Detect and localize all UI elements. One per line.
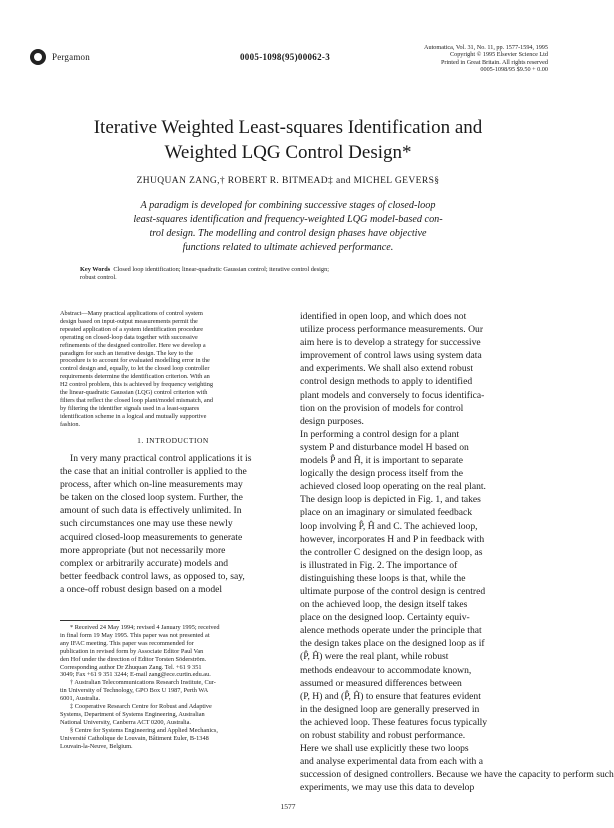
body-line: the design takes place on the designed loop as if bbox=[300, 638, 485, 650]
footnote-line: publication in revised form by Associate Editor Paul Van bbox=[60, 647, 204, 655]
footnote-line: § Centre for Systems Engineering and Applied Mechanics, bbox=[70, 726, 218, 734]
body-line: the achieved loop. These features focus typically bbox=[300, 716, 488, 728]
title-line: Weighted LQG Control Design* bbox=[164, 142, 412, 163]
introduction-heading: 1. INTRODUCTION bbox=[137, 436, 209, 445]
body-line: on the achieved loop, the design itself takes bbox=[300, 599, 468, 611]
body-line: on robust stability and robust performance. bbox=[300, 730, 466, 741]
summary-line: requirements determine the identification criterion. With an bbox=[60, 373, 210, 381]
body-line: methods endeavour to accommodate known, bbox=[300, 664, 472, 676]
body-line: loop involving P̂, Ĥ and C. The achieved loop, bbox=[300, 520, 478, 532]
summary-line: filters that reflect the closed loop plant/model mismatch, and bbox=[60, 396, 214, 404]
summary-line: paradigm for such an iterative design. The key to the bbox=[60, 349, 193, 357]
body-line: process, after which on-line measurements may bbox=[60, 479, 243, 491]
footnote-line: tin University of Technology, GPO Box U 1987, Perth WA bbox=[60, 687, 209, 695]
body-line: in the designed loop are generally preserved in bbox=[300, 703, 480, 715]
body-line: design purposes. bbox=[300, 415, 364, 427]
author-list: ZHUQUAN ZANG,† ROBERT R. BITMEAD‡ and MICHEL GEVERS§ bbox=[136, 176, 440, 186]
body-line: a once-off robust design based on a model bbox=[60, 583, 223, 595]
body-line: (P̂, Ĥ) were the real plant, while robust bbox=[300, 651, 449, 663]
body-line: control design methods to apply to identified bbox=[300, 376, 473, 388]
summary-line: H2 control problem, this is achieved by frequency weighting bbox=[60, 381, 214, 389]
copyright-line: Copyright © 1995 Elsevier Science Ltd bbox=[449, 51, 548, 59]
introduction-text bbox=[60, 452, 286, 596]
footnote-line: 6001, Australia. bbox=[60, 695, 101, 703]
pergamon-logo-icon bbox=[30, 49, 46, 65]
summary-line: the linear-quadratic Gaussian (LQG) control criterion with bbox=[60, 389, 208, 397]
body-line: ultimate purpose of the control design is centred bbox=[300, 585, 486, 597]
footnote-line: in final form 19 May 1995. This paper was not presented at bbox=[60, 631, 210, 639]
summary-line: procedure is to account for evaluated modelling error in the bbox=[60, 357, 210, 365]
summary-line: by filtering the identifier signals used in a least-squares bbox=[60, 404, 200, 412]
body-line: however, incorporates H and P in feedback with bbox=[300, 533, 485, 545]
italic-abstract bbox=[88, 199, 488, 255]
body-line: and analyse experimental data from each with a bbox=[300, 756, 483, 768]
footnote-line: * Received 24 May 1994; revised 4 January 1995; received bbox=[70, 624, 220, 631]
footnote-line: 3049; Fax +61 9 351 3244; E-mail zang@ece.curtin.edu.au. bbox=[60, 671, 211, 679]
abstract-line: A paradigm is developed for combining successive stages of closed-loop bbox=[140, 200, 436, 211]
printed-line: Printed in Great Britain. All rights reserved bbox=[440, 58, 548, 66]
footnote-line: ‡ Cooperative Research Centre for Robust and Adaptive bbox=[70, 703, 212, 711]
body-line: logically the design process itself from the bbox=[300, 468, 464, 480]
body-line: distinguishing these loops is that, while the bbox=[300, 572, 466, 584]
footnote-line: any IFAC meeting. This paper was recommended for bbox=[60, 639, 194, 647]
page-number: 1577 bbox=[280, 802, 296, 811]
body-line: complex or arbitrarily accurate) models and bbox=[60, 557, 229, 569]
body-line: be taken on the closed loop system. Further, the bbox=[60, 492, 243, 504]
body-line: utilize process performance measurements. Our bbox=[300, 324, 484, 336]
footnote-line: † Australian Telecommunications Research Institute, Cur- bbox=[70, 679, 216, 687]
summary-line: fashion. bbox=[60, 420, 81, 428]
body-line: such circumstances one may use these newly bbox=[60, 518, 233, 530]
body-line: better feedback control laws, as opposed to, say, bbox=[60, 570, 245, 582]
journal-info bbox=[388, 44, 548, 74]
footnote-line: Corresponding author Dr Zhuquan Zang. Tel. +61 9 351 bbox=[60, 663, 202, 671]
publisher-name: Pergamon bbox=[52, 52, 90, 62]
body-line: place on an imaginary or simulated feedback bbox=[300, 507, 473, 519]
body-line: The design loop is depicted in Fig. 1, and takes bbox=[300, 494, 481, 506]
summary-line: operating on closed-loop data together with successive bbox=[60, 333, 198, 341]
keywords-text: Closed loop identification; linear-quadratic Gaussian control; iterative control design; bbox=[113, 266, 329, 273]
body-line: more appropriate (but not necessarily more bbox=[60, 544, 226, 556]
footnote-line: Louvain-la-Neuve, Belgium. bbox=[60, 742, 133, 750]
paper-title bbox=[20, 115, 556, 165]
body-line: is illustrated in Fig. 2. The importance of bbox=[300, 559, 458, 571]
body-line: acquired closed-loop measurements to generate bbox=[60, 531, 243, 543]
body-line: place on the designed loop. Certainty equiv- bbox=[300, 612, 470, 624]
footnote-line: Université Catholique de Louvain, Bâtiment Euler, B-1348 bbox=[60, 734, 209, 742]
body-line: system P and disturbance model H based on bbox=[300, 441, 469, 453]
body-line: achieved closed loop operating on the real plant. bbox=[300, 481, 486, 493]
body-line: aim here is to develop a strategy for successive bbox=[300, 337, 481, 349]
body-line: experiments, we may use this data to develop bbox=[300, 782, 475, 794]
keywords-block bbox=[80, 266, 520, 282]
abstract-line: least-squares identification and frequency-weighted LQG model-based con- bbox=[133, 214, 443, 225]
document-code: 0005-1098(95)00062-3 bbox=[240, 52, 330, 62]
keywords-label: Key Words bbox=[80, 266, 111, 273]
body-line: improvement of control laws using system data bbox=[300, 350, 482, 362]
abstract-line: functions related to ultimate achieved performance. bbox=[182, 242, 394, 253]
footnote-line: Systems, Department of Systems Engineering, Australian bbox=[60, 710, 205, 718]
summary-line: control design and, equally, to let the closed loop controller bbox=[60, 365, 210, 373]
body-line: identified in open loop, and which does not bbox=[300, 311, 467, 322]
footnote-line: den Hof under the direction of Editor Torsten Söderström. bbox=[60, 655, 207, 663]
keywords-line bbox=[80, 266, 520, 274]
body-line: In performing a control design for a plant bbox=[300, 428, 460, 440]
summary-line: repeated application of a system identification procedure bbox=[60, 325, 204, 333]
footnote-line: National University, Canberra ACT 0200, Australia. bbox=[60, 718, 191, 726]
right-column-text bbox=[300, 310, 614, 794]
body-line: Here we shall use explicitly these two loops bbox=[300, 743, 469, 755]
body-line: amount of such data is effectively unlimited. In bbox=[60, 505, 242, 517]
summary-line: identification scheme in a logical and mutually supportive bbox=[60, 412, 207, 420]
issn-price-line: 0005-1098/95 $9.50 + 0.00 bbox=[480, 66, 548, 74]
summary-line: refinements of the designed controller. Here we develop a bbox=[60, 341, 206, 349]
footnotes bbox=[60, 624, 286, 751]
title-line: Iterative Weighted Least-squares Identification and bbox=[93, 117, 483, 138]
publisher-logo bbox=[30, 48, 140, 66]
body-line: the controller C designed on the design loop, as bbox=[300, 546, 483, 558]
body-line: (P, H) and (P̂, Ĥ) to ensure that features evident bbox=[300, 690, 481, 702]
keywords-line: robust control. bbox=[80, 274, 117, 282]
body-line: tion on the provision of models for control bbox=[300, 402, 464, 414]
body-line: plant models and conversely to focus identifica- bbox=[300, 389, 485, 401]
summary-line: Abstract—Many practical applications of control system bbox=[60, 310, 203, 317]
body-line: succession of designed controllers. Because we have the capacity to perform such bbox=[300, 769, 614, 781]
body-line: assumed or measured differences between bbox=[300, 677, 462, 689]
summary-abstract bbox=[60, 310, 286, 429]
journal-citation: Automatica, Vol. 31, No. 11, pp. 1577-1594, 1995 bbox=[424, 44, 548, 51]
body-line: In very many practical control applications it is bbox=[70, 453, 252, 464]
summary-line: design based on input-output measurements permit the bbox=[60, 317, 198, 325]
body-line: alence methods operate under the principle that bbox=[300, 625, 482, 637]
body-line: and experiments. We shall also extend robust bbox=[300, 363, 474, 375]
abstract-line: trol design. The modelling and control design phases have objective bbox=[149, 228, 427, 239]
body-line: the case that an initial controller is applied to the bbox=[60, 466, 247, 478]
footnote-divider bbox=[60, 620, 120, 621]
body-line: models P̂ and Ĥ, it is important to separate bbox=[300, 455, 463, 467]
